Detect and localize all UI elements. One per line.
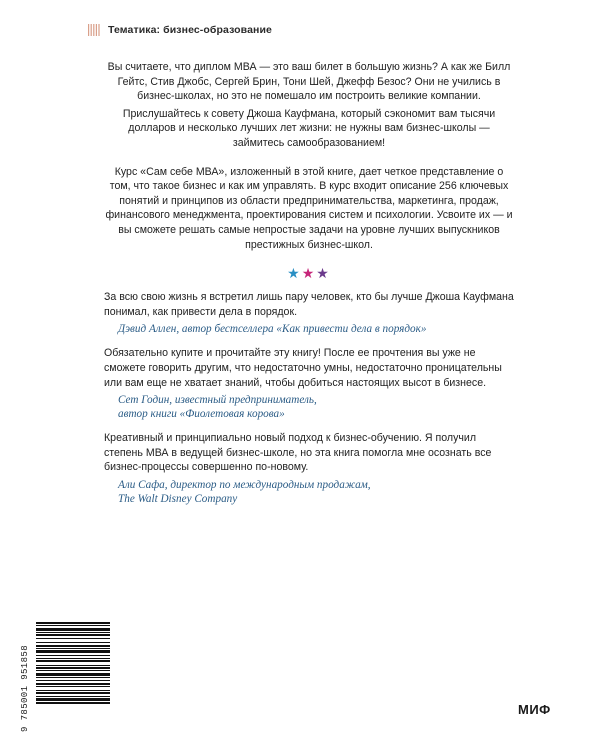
barcode-bar [36,660,110,662]
review-author [118,393,514,421]
barcode-bar [36,670,110,671]
barcode-bar [36,692,110,694]
topic-header [88,24,272,36]
barcode-bar [36,632,110,633]
main-text [104,60,514,516]
divider-stars [104,266,514,280]
review-text: Обязательно купите и прочитайте эту книгу! После ее прочтения вы уже не сможете говорить другим, что недостаточно умны, недостаточно проницательны или вам еще не хватает знаний, чтобы добиться настоящих высот в бизнесе. [104,347,502,389]
review-author [118,478,514,506]
star-icon: ★ [316,265,331,282]
review-3 [104,431,514,506]
barcode-bar [36,638,110,639]
star-icon: ★ [287,265,302,282]
barcode-bar [36,622,110,624]
barcode-bar [36,683,110,685]
isbn-number: 9 785001 951858 [20,644,30,732]
barcode-bar [36,690,110,691]
publisher-logo: МИФ [518,702,551,717]
barcode-bar [36,655,110,656]
topic-label: Тематика: бизнес-образование [108,24,272,36]
review-1 [104,290,514,336]
barcode-bar [36,628,110,631]
barcode-bar [36,696,110,697]
review-text: За всю свою жизнь я встретил лишь пару человек, кто бы лучше Джоша Кауфмана понимал, как привести дела в порядок. [104,291,514,318]
barcode-bar [36,667,110,669]
author-line: The Walt Disney Company [118,492,238,505]
review-text: Креативный и принципиально новый подход к бизнес-обучению. Я получил степень МВА в ведущей бизнес-школе, но эта книга помогла мне осознать все бизнес-процессы совершенно по-новому. [104,432,492,474]
barcode-bar [36,665,110,666]
barcode-bar [36,642,110,643]
intro-paragraph-1: Вы считаете, что диплом МВА — это ваш билет в большую жизнь? А как же Билл Гейтс, Стив Джобс, Сергей Брин, Тони Шей, Джефф Безос? Они не учились в бизнес-школах, но это не помешало им построить великие компании. [107,61,511,103]
intro-paragraph-2: Прислушайтесь к совету Джоша Кауфмана, который сэкономит вам тысячи долларов и несколько лучших лет жизни: не нужны вам бизнес-школы — займитесь самообразованием! [122,107,496,149]
barcode-bar [36,686,110,687]
barcode-bar [36,650,110,653]
barcode-bar [36,658,110,659]
barcode-bar [36,625,110,626]
author-line: Сет Годин, известный предприниматель, [118,394,317,407]
barcode-bar [36,645,110,647]
stripes-icon [88,24,102,36]
author-line: Али Сафа, директор по международным продажам, [118,478,371,491]
author-line: автор книги «Фиолетовая корова» [118,408,285,421]
barcode-bar [36,673,110,676]
barcode-bar [36,677,110,678]
barcode-bar [36,680,110,681]
author-line: Дэвид Аллен, автор бестселлера «Как привести дела в порядок» [118,323,427,336]
barcode-bar [36,698,110,701]
star-icon: ★ [301,265,317,282]
barcode-bar [36,648,110,649]
intro-paragraph-3: Курс «Сам себе МВА», изложенный в этой книге, дает четкое представление о том, что такое бизнес и как им управлять. В курс входит описание 256 ключевых понятий и принципов из области предпринимательства, маркетинга, продаж, финансового менеджмента, проектирования систем и психологии. Усвоите их — и вы сможете решать самые непростые задачи на уровне лучших выпускников престижных бизнес-школ. [105,165,513,251]
barcode-bar [36,702,110,704]
review-2 [104,346,514,421]
barcode-bar [36,634,110,636]
review-author [118,322,514,336]
